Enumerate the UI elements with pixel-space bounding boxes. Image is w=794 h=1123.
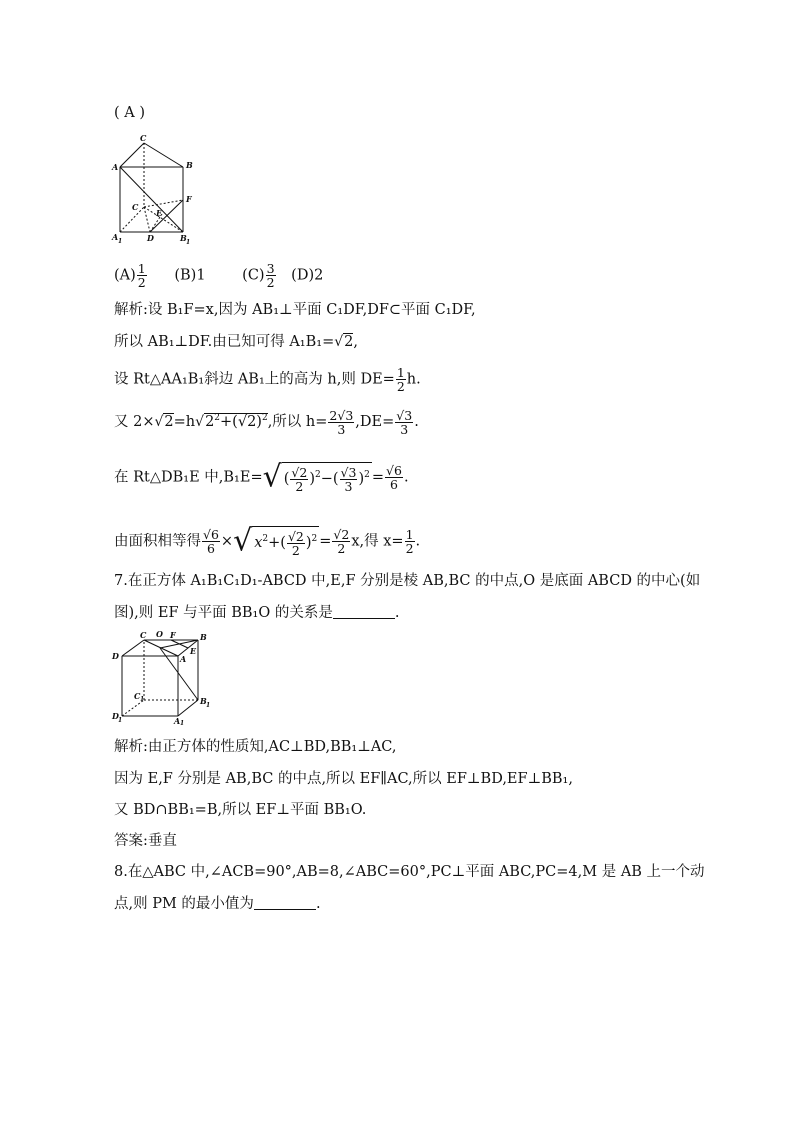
figure-prism-1: [110, 132, 200, 247]
svg-text:D: D: [112, 651, 119, 661]
sol6-line1: 解析:设 B₁F=x,因为 AB₁⊥平面 C₁DF,DF⊂平面 C₁DF,: [114, 302, 476, 318]
svg-text:C: C: [140, 630, 147, 640]
svg-text:D: D: [112, 711, 119, 721]
sol7-answer: 答案:垂直: [114, 833, 177, 849]
figure-cube-2: [110, 630, 210, 725]
svg-text:1: 1: [186, 239, 191, 246]
q7-blank: [333, 604, 395, 619]
label-c: C: [140, 133, 147, 143]
sol7-line2: 因为 E,F 分别是 AB,BC 的中点,所以 EF∥AC,所以 EF⊥BD,EF⊥BB₁,: [114, 771, 573, 787]
sol6-line3: 设 Rt△AA₁B₁斜边 AB₁上的高为 h,则 DE= $\frac{1}{2}$ h.: [114, 365, 421, 394]
label-a: A: [112, 162, 119, 172]
svg-text:O: O: [156, 630, 163, 639]
sol6-line4: 又 $2\times√2=h√2^2+(√2)^2$,所以 h= $\frac{2√3}{3}$ ,DE= $\frac{√3}{3}$ .: [114, 407, 419, 437]
svg-text:1: 1: [140, 696, 145, 703]
svg-text:F: F: [170, 630, 176, 640]
sol6-line6: 由面积相等得 $\frac{√6}{6}$ ×√ $x^2+$( $\frac{√2}{2}$ )$^2$ = $\frac{√2}{2}$ x,得 x= $\frac{1}{2}$ .: [114, 523, 421, 559]
svg-text:1: 1: [180, 720, 185, 725]
label-c1: C: [132, 202, 139, 212]
sol7-line3: 又 BD∩BB₁=B,所以 EF⊥平面 BB₁O.: [114, 802, 367, 818]
q7-line1: 7.在正方体 A₁B₁C₁D₁-ABCD 中,E,F 分别是棱 AB,BC 的中点,O 是底面 ABCD 的中心(如: [114, 573, 701, 589]
q8-line1: 8.在△ABC 中,∠ACB=90°,AB=8,∠ABC=60°,PC⊥平面 ABC,PC=4,M 是 AB 上一个动: [114, 864, 705, 880]
label-a1: A: [112, 232, 119, 242]
svg-text:A: A: [174, 716, 181, 725]
q8-blank: [254, 895, 316, 910]
svg-text:B: B: [200, 696, 207, 706]
q6-options: (A) $\frac{1}{2}$ (B)1 (C) $\frac{3}{2}$ (D)2: [114, 261, 324, 290]
label-e: E: [156, 208, 163, 218]
label-d: D: [147, 233, 154, 243]
svg-text:C: C: [134, 691, 141, 701]
answer-line: ( A ): [114, 105, 146, 121]
sol6-line5: 在 Rt△DB₁E 中,B₁E=√ ( $\frac{√2}{2}$ )$^2$−( $\frac{√3}{3}$ )$^2$ = $\frac{√6}{6}$ .: [114, 459, 409, 495]
svg-text:A: A: [180, 654, 187, 664]
label-b1: B: [180, 233, 187, 243]
sol6-line2: 所以 AB₁⊥DF.由已知可得 A₁B₁=√2,: [114, 334, 358, 350]
svg-text:B: B: [200, 632, 207, 642]
svg-text:1: 1: [118, 717, 123, 724]
label-b: B: [186, 160, 193, 170]
svg-text:E: E: [190, 646, 197, 656]
svg-text:1: 1: [118, 238, 123, 245]
sol7-line1: 解析:由正方体的性质知,AC⊥BD,BB₁⊥AC,: [114, 739, 397, 755]
q8-line2: 点,则 PM 的最小值为 .: [114, 896, 321, 912]
q7-line2: 图),则 EF 与平面 BB₁O 的关系是 .: [114, 605, 400, 621]
label-f: F: [186, 194, 192, 204]
svg-text:1: 1: [206, 702, 210, 709]
